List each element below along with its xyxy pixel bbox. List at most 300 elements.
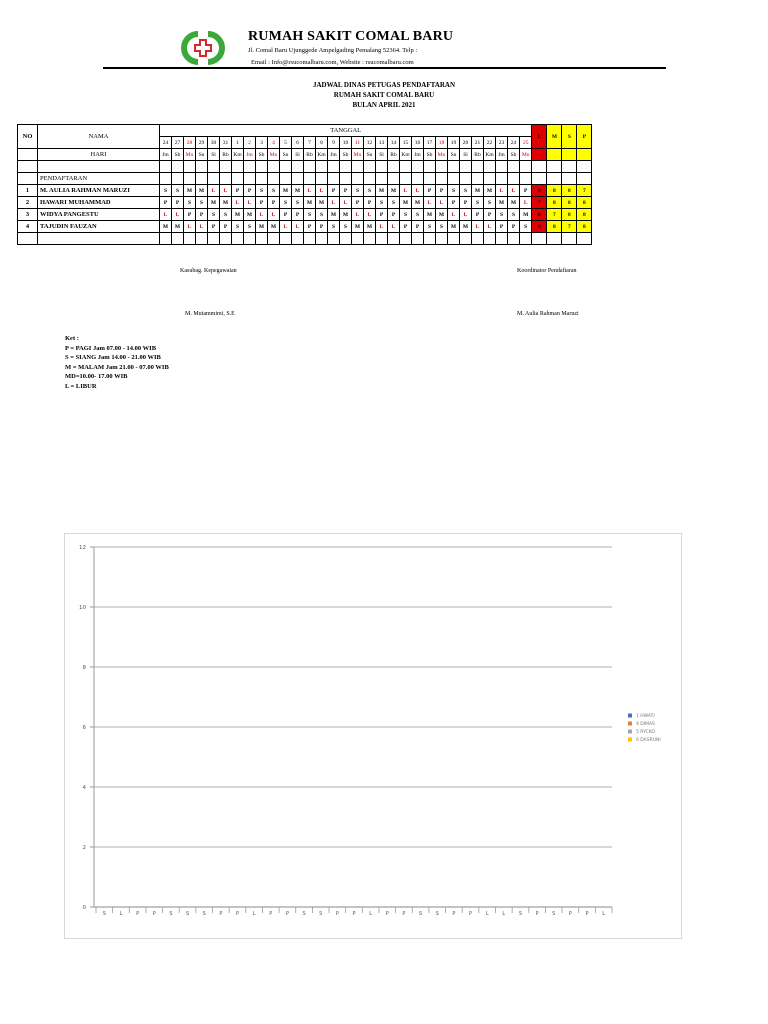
shift-cell: L [424, 197, 436, 209]
empty-cell [388, 173, 400, 185]
empty-cell [160, 233, 172, 245]
empty-cell [232, 161, 244, 173]
day-cell: Mn [268, 149, 280, 161]
y-tick-label: 0 [82, 905, 86, 911]
shift-cell: M [340, 209, 352, 221]
empty-cell [472, 161, 484, 173]
date-cell: 14 [388, 137, 400, 149]
shift-cell: M [520, 209, 532, 221]
empty-cell [268, 173, 280, 185]
empty-cell [472, 173, 484, 185]
shift-cell: M [484, 185, 496, 197]
date-cell: 20 [460, 137, 472, 149]
shift-cell: L [280, 221, 292, 233]
shift-cell: S [364, 185, 376, 197]
shift-cell: L [172, 209, 184, 221]
shift-cell: M [496, 197, 508, 209]
empty-cell [424, 161, 436, 173]
shift-cell: S [172, 185, 184, 197]
empty-cell [160, 173, 172, 185]
empty-cell [562, 233, 577, 245]
x-tick-label: P [352, 911, 356, 917]
shift-cell: M [244, 209, 256, 221]
x-tick-label: L [485, 911, 489, 917]
empty-cell [460, 233, 472, 245]
shift-cell: P [364, 197, 376, 209]
shift-cell: P [292, 209, 304, 221]
shift-cell: M [424, 209, 436, 221]
shift-cell: P [424, 185, 436, 197]
date-cell: 13 [376, 137, 388, 149]
empty-cell [376, 173, 388, 185]
shift-cell: L [220, 185, 232, 197]
shift-cell: S [316, 209, 328, 221]
empty-cell [280, 161, 292, 173]
hospital-name: RUMAH SAKIT COMAL BARU [248, 29, 454, 44]
x-tick-label: P [469, 911, 473, 917]
schedule-table [17, 124, 592, 245]
empty-cell [577, 173, 592, 185]
shift-cell: M [364, 221, 376, 233]
date-cell: 10 [340, 137, 352, 149]
shift-cell: M [280, 185, 292, 197]
empty-cell [400, 161, 412, 173]
shift-cell: S [328, 221, 340, 233]
empty-cell [38, 233, 160, 245]
shift-cell: L [340, 197, 352, 209]
empty-cell [547, 173, 562, 185]
empty-cell [562, 173, 577, 185]
empty-cell [328, 173, 340, 185]
total-m: 8 [547, 197, 562, 209]
day-cell: Jm [496, 149, 508, 161]
empty-cell [532, 233, 547, 245]
shift-cell: S [508, 209, 520, 221]
hospital-address: Jl. Comal Baru Ujunggede Ampelgading Pemalang 52364. Telp : [248, 47, 418, 54]
staff-name: WIDYA PANGESTU [38, 209, 160, 221]
empty-cell [496, 233, 508, 245]
empty-cell [256, 173, 268, 185]
empty-cell [244, 233, 256, 245]
shift-cell: S [412, 209, 424, 221]
total-p: 8 [577, 197, 592, 209]
day-cell: Mn [520, 149, 532, 161]
summary-cell [547, 149, 562, 161]
shift-cell: L [328, 197, 340, 209]
empty-cell [508, 173, 520, 185]
date-cell: 5 [280, 137, 292, 149]
day-cell: Sn [364, 149, 376, 161]
empty-cell [364, 161, 376, 173]
empty-cell [547, 161, 562, 173]
empty-cell [220, 161, 232, 173]
shift-cell: L [412, 185, 424, 197]
title-line-2: RUMAH SAKIT COMAL BARU [333, 91, 435, 99]
notes-line: L = LIBUR [65, 382, 97, 390]
empty-cell [460, 161, 472, 173]
shift-cell: M [412, 197, 424, 209]
shift-cell: M [304, 197, 316, 209]
shift-cell: L [268, 209, 280, 221]
shift-cell: S [436, 221, 448, 233]
day-cell: Jm [160, 149, 172, 161]
date-cell: 7 [304, 137, 316, 149]
staff-name: M. AULIA RAHMAN MARUZI [38, 185, 160, 197]
empty-cell [412, 173, 424, 185]
date-cell: 24 [508, 137, 520, 149]
day-cell: Rb [472, 149, 484, 161]
signature-left-title: Kasubag. Kepegawaian [180, 268, 237, 274]
day-cell: Sn [280, 149, 292, 161]
empty-cell [424, 233, 436, 245]
day-cell: Jm [328, 149, 340, 161]
shift-cell: M [472, 185, 484, 197]
staff-no: 4 [18, 221, 38, 233]
empty-cell [328, 233, 340, 245]
shift-cell: P [400, 221, 412, 233]
date-cell: 24 [160, 137, 172, 149]
y-tick-label: 8 [82, 665, 86, 671]
total-l: 7 [532, 197, 547, 209]
shift-cell: P [340, 185, 352, 197]
day-cell: Km [316, 149, 328, 161]
empty-cell [280, 233, 292, 245]
title-line-3: BULAN APRIL 2021 [352, 101, 416, 109]
notes-line: P = PAGI Jam 07.00 - 14.00 WIB [65, 344, 157, 352]
empty-cell [292, 173, 304, 185]
empty-cell [352, 233, 364, 245]
x-tick-label: P [385, 911, 389, 917]
x-tick-label: P [585, 911, 589, 917]
empty-cell [340, 233, 352, 245]
staff-no: 2 [18, 197, 38, 209]
table-section-row [18, 173, 592, 185]
x-tick-label: S [319, 911, 323, 917]
summary-cell [562, 149, 577, 161]
shift-cell: P [508, 221, 520, 233]
shift-cell: L [208, 185, 220, 197]
summary-header-l: L [532, 125, 547, 149]
day-cell: Sl [208, 149, 220, 161]
y-tick-label: 2 [82, 845, 86, 851]
shift-cell: P [268, 197, 280, 209]
shift-cell: P [184, 209, 196, 221]
shift-cell: S [484, 197, 496, 209]
shift-cell: L [388, 221, 400, 233]
empty-cell [520, 173, 532, 185]
table-header-row [18, 125, 592, 137]
date-cell: 12 [364, 137, 376, 149]
empty-cell [520, 233, 532, 245]
shift-cell: L [232, 197, 244, 209]
shift-cell: P [352, 197, 364, 209]
section-label: PENDAFTARAN [38, 173, 160, 185]
summary-header-m: M [547, 125, 562, 149]
empty-cell [508, 233, 520, 245]
day-cell: Km [400, 149, 412, 161]
day-cell: Km [484, 149, 496, 161]
day-cell: Rb [388, 149, 400, 161]
date-cell: 27 [172, 137, 184, 149]
empty-cell [364, 173, 376, 185]
empty-cell [340, 161, 352, 173]
empty-cell [508, 161, 520, 173]
x-tick-label: S [418, 911, 423, 917]
legend-swatch [628, 722, 632, 726]
shift-cell: L [256, 209, 268, 221]
empty-cell [232, 233, 244, 245]
day-cell: Jm [244, 149, 256, 161]
empty-cell [577, 161, 592, 173]
empty-cell [328, 161, 340, 173]
header-nama: NAMA [38, 125, 160, 149]
header-divider [103, 67, 666, 69]
x-tick-label: S [102, 911, 106, 917]
empty-cell [160, 161, 172, 173]
day-cell: Sn [196, 149, 208, 161]
document-title [200, 80, 568, 110]
shift-cell: M [400, 197, 412, 209]
summary-cell [532, 149, 547, 161]
x-tick-label: L [119, 911, 123, 917]
shift-cell: S [220, 209, 232, 221]
shift-cell: M [220, 197, 232, 209]
shift-cell: L [304, 185, 316, 197]
empty-cell [496, 173, 508, 185]
day-cell: Rb [220, 149, 232, 161]
shift-cell: P [436, 185, 448, 197]
shift-cell: P [460, 197, 472, 209]
date-cell: 25 [520, 137, 532, 149]
empty-cell [18, 173, 38, 185]
shift-cell: M [268, 221, 280, 233]
notes-line: M = MALAM Jam 21.00 - 07.00 WIB [65, 363, 169, 371]
shift-cell: L [472, 221, 484, 233]
y-tick-label: 4 [82, 785, 86, 791]
legend-label: 6 DASRUNI [636, 738, 661, 743]
total-p: 8 [577, 221, 592, 233]
empty-cell [388, 233, 400, 245]
legend-notes [65, 334, 169, 391]
x-tick-label: P [285, 911, 289, 917]
shift-cell: P [412, 221, 424, 233]
staff-no: 1 [18, 185, 38, 197]
empty-cell [436, 161, 448, 173]
empty-cell [172, 161, 184, 173]
empty-cell [562, 161, 577, 173]
total-l: 8 [532, 185, 547, 197]
shift-cell: M [208, 197, 220, 209]
shift-cell: P [328, 185, 340, 197]
shift-cell: P [208, 221, 220, 233]
empty-cell [424, 173, 436, 185]
day-cell: Mn [436, 149, 448, 161]
shift-cell: M [172, 221, 184, 233]
empty-cell [547, 233, 562, 245]
legend-label: 1 HWATI [636, 714, 655, 719]
empty-cell [577, 233, 592, 245]
shift-cell: P [496, 221, 508, 233]
empty-cell [412, 233, 424, 245]
empty-cell [448, 173, 460, 185]
shift-cell: M [352, 221, 364, 233]
shift-cell: P [244, 185, 256, 197]
date-cell: 23 [496, 137, 508, 149]
shift-cell: L [484, 221, 496, 233]
signature-right-title: Koordinator Pendaftaran [517, 268, 577, 274]
shift-cell: P [304, 221, 316, 233]
hospital-contact: Email : Info@rsucomalbaru.com, Website : rsucomalbaru.com [251, 59, 414, 66]
shift-cell: P [196, 209, 208, 221]
empty-cell [460, 173, 472, 185]
shift-cell: P [232, 185, 244, 197]
empty-cell [400, 233, 412, 245]
empty-cell [232, 173, 244, 185]
empty-cell [304, 233, 316, 245]
shift-cell: S [400, 209, 412, 221]
empty-cell [196, 173, 208, 185]
x-tick-label: L [502, 911, 506, 917]
y-tick-label: 10 [79, 605, 86, 611]
date-cell: 17 [424, 137, 436, 149]
date-cell: 19 [448, 137, 460, 149]
x-tick-label: S [552, 911, 556, 917]
shift-cell: L [520, 197, 532, 209]
day-cell: Jm [412, 149, 424, 161]
legend-label: 5 RYCKO [636, 730, 656, 735]
empty-cell [496, 161, 508, 173]
total-m: 8 [547, 221, 562, 233]
shift-cell: L [460, 209, 472, 221]
empty-cell [208, 233, 220, 245]
empty-cell [520, 161, 532, 173]
legend-swatch [628, 738, 632, 742]
date-cell: 22 [484, 137, 496, 149]
empty-cell [484, 173, 496, 185]
date-cell: 29 [196, 137, 208, 149]
shift-cell: M [448, 221, 460, 233]
total-l: 8 [532, 209, 547, 221]
empty-cell [484, 161, 496, 173]
empty-cell [18, 233, 38, 245]
shift-cell: P [484, 209, 496, 221]
shift-cell: M [460, 221, 472, 233]
x-tick-label: P [269, 911, 273, 917]
shift-cell: S [256, 185, 268, 197]
day-cell: Rb [304, 149, 316, 161]
date-cell: 3 [256, 137, 268, 149]
day-cell: Sl [460, 149, 472, 161]
header-no: NO [18, 125, 38, 149]
shift-cell: M [316, 197, 328, 209]
x-tick-label: P [219, 911, 223, 917]
x-tick-label: P [568, 911, 572, 917]
empty-cell [436, 233, 448, 245]
empty-cell [196, 161, 208, 173]
x-tick-label: L [602, 911, 606, 917]
date-cell: 28 [184, 137, 196, 149]
shift-cell: S [184, 197, 196, 209]
shift-cell: M [232, 209, 244, 221]
empty-cell [532, 173, 547, 185]
empty-cell [436, 173, 448, 185]
shift-cell: L [448, 209, 460, 221]
empty-cell [532, 161, 547, 173]
shift-cell: M [256, 221, 268, 233]
shift-cell: M [508, 197, 520, 209]
x-tick-label: S [435, 911, 439, 917]
title-line-1: JADWAL DINAS PETUGAS PENDAFTARAN [312, 81, 456, 89]
empty-cell [172, 233, 184, 245]
shift-cell: L [292, 221, 304, 233]
empty-cell [256, 233, 268, 245]
total-l: 8 [532, 221, 547, 233]
total-m: 8 [547, 185, 562, 197]
empty-cell [196, 233, 208, 245]
x-tick-label: P [535, 911, 539, 917]
empty-cell [172, 173, 184, 185]
empty-cell [340, 173, 352, 185]
empty-cell [484, 233, 496, 245]
date-cell: 31 [220, 137, 232, 149]
total-s: 8 [562, 185, 577, 197]
x-tick-label: S [518, 911, 523, 917]
shift-cell: L [196, 221, 208, 233]
empty-cell [388, 161, 400, 173]
shift-cell: S [472, 197, 484, 209]
empty-cell [184, 161, 196, 173]
date-cell: 2 [244, 137, 256, 149]
table-days-row [18, 149, 592, 161]
x-tick-label: S [185, 911, 190, 917]
summary-cell [577, 149, 592, 161]
day-cell: Sb [508, 149, 520, 161]
empty-cell [316, 173, 328, 185]
date-cell: 21 [472, 137, 484, 149]
empty-cell [448, 233, 460, 245]
shift-cell: S [232, 221, 244, 233]
empty-cell [268, 161, 280, 173]
date-cell: 6 [292, 137, 304, 149]
shift-cell: L [364, 209, 376, 221]
day-cell: Sb [256, 149, 268, 161]
shift-cell: S [304, 209, 316, 221]
shift-cell: P [172, 197, 184, 209]
shift-cell: S [460, 185, 472, 197]
table-spacer-row [18, 161, 592, 173]
date-cell: 1 [232, 137, 244, 149]
empty-cell [18, 149, 38, 161]
shift-cell: S [424, 221, 436, 233]
shift-cell: M [376, 185, 388, 197]
shift-cell: P [376, 209, 388, 221]
shift-cell: S [160, 185, 172, 197]
empty-cell [292, 161, 304, 173]
x-tick-label: S [202, 911, 206, 917]
shift-cell: P [256, 197, 268, 209]
x-tick-label: P [335, 911, 339, 917]
shift-cell: L [184, 221, 196, 233]
date-cell: 4 [268, 137, 280, 149]
empty-cell [472, 233, 484, 245]
shift-cell: S [268, 185, 280, 197]
empty-cell [412, 161, 424, 173]
x-tick-label: P [452, 911, 456, 917]
x-tick-label: P [152, 911, 156, 917]
staff-name: TAJUDIN FAUZAN [38, 221, 160, 233]
notes-title: Ket : [65, 335, 79, 342]
x-tick-label: P [402, 911, 406, 917]
